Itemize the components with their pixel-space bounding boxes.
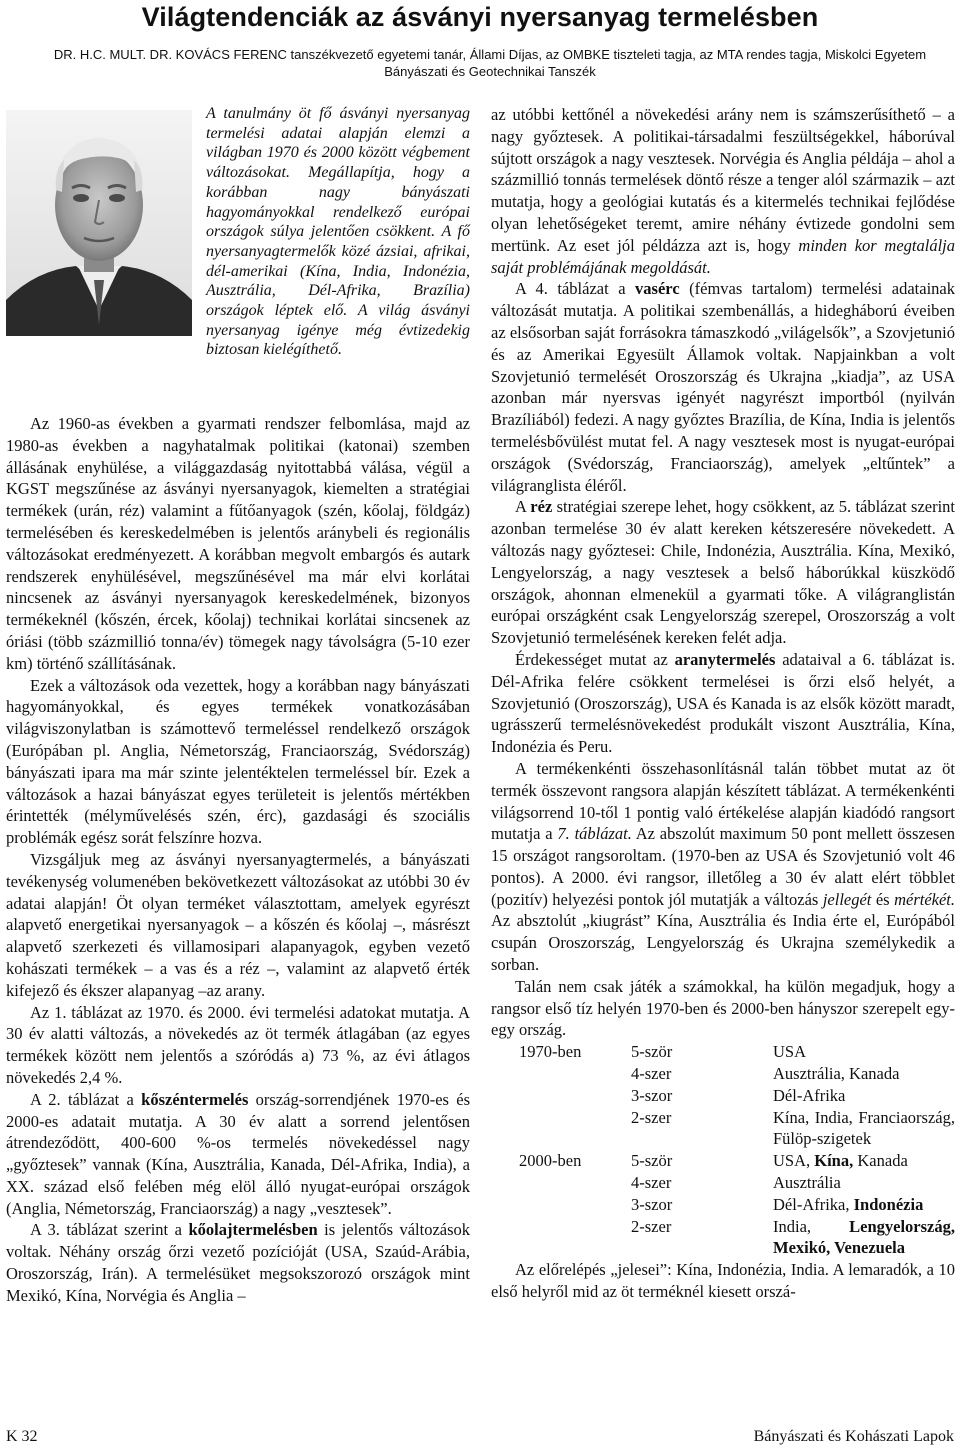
text-run: stratégiai szerepe lehet, hogy csökkent, az 5. táblázat szerint azonban termelése 30 év alatt kereken kétszeresére növekedett. A változás nagy győztesei: Chile, Indonézia, Ausztrália. Kína, Mexikó, Lengyelország, a nagy vesztesek a belső háborúkkal küszködő országok, ahonnan elmenekül a gyarmati tőke. A világranglistán európai országként csak Lengyelország szerepel, Oroszország a volt Szovjetunió termelésének kereken felét adja.: [491, 497, 956, 648]
year-label: [491, 1107, 631, 1151]
emphasis-text: jellegét: [822, 889, 872, 909]
article-title: Világtendenciák az ásványi nyersanyag termelésben: [141, 2, 819, 32]
text-run: A termékenkénti összehasonlításnál talán többet mutat az öt termék összevont rangsora alapján készített táblázat. A termékenkénti világsorrend 10-től 1 pontig való értékelése alapján kiadódó rangsort mutatja a: [491, 758, 955, 844]
author-line: DR. H.C. MULT. DR. KOVÁCS FERENC tanszékvezető egyetemi tanár, Állami Díjas, az OMBKE tiszteleti tagja, az MTA rendes tagja, Miskolci Egyetem Bányászati és Geotechnikai Tanszék: [53, 47, 927, 79]
text-run: Érdekességet mutat az: [515, 649, 668, 669]
highlight-country: Indonézia: [853, 1194, 924, 1214]
year-label: [491, 1194, 631, 1216]
text-run: adataival a 6. táblázat is. Dél-Afrika felére csökkent termelései is őrzi első helyét, a Szovjetunió (Oroszország), USA és Kanada is az elsők között maradt, ugrásszerű termelésnövekedést produkált viszont Ausztrália, Kína, Indonézia és Peru.: [491, 649, 955, 757]
text-run: is jelentős változások voltak. Néhány ország őrzi vezető pozícióját (USA, Szaúd-Arábia, Oroszország, Irán). A termelésüket megsokszorozó országok mint Mexikó, Kína, Norvégia és Anglia –: [6, 1220, 471, 1305]
page-number: K 32: [6, 1428, 38, 1445]
right-column: [491, 104, 955, 1303]
highlight-country: Kína,: [814, 1151, 854, 1171]
right-paragraph-4: [491, 649, 955, 758]
table-row: [491, 1172, 955, 1194]
journal-name: Bányászati és Kohászati Lapok: [753, 1428, 954, 1445]
right-paragraph-6: Talán nem csak játék a számokkal, ha külön megadjuk, hogy a rangsor első tíz helyén 1970-ben és 2000-ben hányszor szerepelt egy-egy ország.: [491, 976, 955, 1040]
table-row: [491, 1085, 955, 1107]
table-row: [491, 1063, 955, 1085]
text-run: USA,: [773, 1151, 811, 1171]
right-paragraph-1: [491, 104, 955, 278]
keyword-copper: réz: [530, 497, 553, 517]
emphasis-text: 7. táblázat.: [557, 824, 632, 844]
text-run: és: [875, 889, 890, 909]
text-run: Ausztrália: [773, 1173, 841, 1193]
keyword-oil: kőolajtermelésben: [188, 1220, 318, 1240]
keyword-iron-ore: vasérc: [635, 279, 680, 299]
left-paragraph-3: Vizsgáljuk meg az ásványi nyersanyagtermelés, a bányászati tevékenység volumenében bekövetkezett változásokat az utóbbi 30 év adatai alapján! Öt olyan terméket választottam, amelyek egyrészt alapvető energetikai nyersanyagok – a kőszén és kőolaj –, másrészt alapvető szerkezeti és villamosipari alapanyagok, egyben vezető kohászati termékek – a vas és a réz –, valamint az alapvető érték kifejező és ékszer alapanyag –az arany.: [6, 849, 470, 1000]
left-paragraph-5: [6, 1089, 470, 1220]
right-paragraph-5: [491, 758, 955, 976]
year-label: [491, 1216, 631, 1260]
text-run: Az absztolút „kiugrást” Kína, Ausztrália és India érte el, Európából csupán Oroszország, Lengyelország és Ukrajna személykedik a sorban.: [491, 911, 955, 975]
times-cell: 3-szor: [631, 1085, 673, 1105]
table-row: [491, 1150, 955, 1172]
ranking-table: [491, 1041, 955, 1259]
text-run: A 2. táblázat a: [30, 1089, 134, 1109]
emphasis-text: mértékét.: [894, 889, 956, 909]
year-label: [491, 1085, 631, 1107]
times-cell: 2-szer: [631, 1107, 672, 1127]
right-paragraph-3: [491, 496, 955, 649]
author-portrait-image: [6, 110, 192, 336]
table-row: [491, 1107, 955, 1151]
year-label: [491, 1172, 631, 1194]
times-cell: 4-szer: [631, 1173, 672, 1193]
table-row: [491, 1041, 955, 1063]
left-paragraph-6: [6, 1219, 470, 1306]
times-cell: 2-szer: [631, 1216, 672, 1236]
table-row: [491, 1194, 955, 1216]
times-cell: 3-szor: [631, 1194, 673, 1214]
year-label: 2000-ben: [519, 1151, 582, 1171]
author-photo: [6, 110, 192, 336]
abstract: [206, 104, 470, 360]
text-run: Kanada: [857, 1151, 908, 1171]
left-paragraph-4: Az 1. táblázat az 1970. és 2000. évi termelési adatokat mutatja. A 30 év alatti változás, a növekedés az öt termék átlagában (az egyes termékek között nem jelentős a szóródás a) 73 %, az évi átlagos növekedés 2,4 %.: [6, 1002, 470, 1087]
abstract-text: A tanulmány öt fő ásványi nyersanyag termelési adatai alapján elemzi a világban 1970 és 2000 között végbement változásokat. Megállapítja, hogy a korábban nagy bányászati hagyományokkal rendelkező európai országok súlya jelentően csökkent. A fő nyersanyagtermelők közé ázsiai, afrikai, dél-amerikai (Kína, India, Indonézia, Ausztrália, Dél-Afrika, Brazília) országok léptek elő. A világ ásványi nyersanyag igénye még évtizedekig biztosan kielégíthető.: [206, 105, 470, 359]
text-run: A: [515, 497, 527, 517]
right-paragraph-7: Az előrelépés „jelesei”: Kína, Indonézia, India. A lemaradók, a 10 első helyről mid az öt terméknél kiesett orszá-: [491, 1260, 955, 1302]
countries-cell: Ausztrália, Kanada: [773, 1064, 900, 1084]
keyword-coal: kőszéntermelés: [141, 1089, 249, 1109]
text-run: ország-sorrendjének 1970-es és 2000-es adatait mutatja. A 30 év alatt a sorrend jelentősen átrendeződött, 400-600 %-os termelés növekedéssel nagy „győztesek” vannak (Kína, Ausztrália, Kanada, Dél-Afrika, India), a XX. század első felében még elöl álló nyugat-európai országok (Anglia, Németország, Franciaország) a nagy „vesztesek”.: [6, 1089, 470, 1218]
text-run: Az abszolút maximum 50 pont mellett összesen 15 országot rangsoroltam. (1970-ben az USA és Szovjetunió volt 46 pontos). A 2000. évi rangsor, illetőleg a 30 év alatt elért többlet (pozitív) helyezési pontok jól mutatják a változás: [491, 824, 956, 909]
left-paragraph-2: Ezek a változások oda vezettek, hogy a korábban nagy bányászati hagyományokkal, és egyes termékek vonatkozásában világviszonylatban is számottevő termeléssel rendelkező országok (Európában pl. Anglia, Németország, Franciaország, Svédország) bányászati ipara ma már szinte jelentéktelen termeléssel bír. Ezek a változások a hazai bányászat egyes területeit is jelentős mértékben érintették (mélyművelésés szén, érc), gazdasági és szociális problémák egész sorát felszínre hozva.: [6, 675, 470, 848]
countries-cell: Dél-Afrika: [773, 1085, 846, 1105]
countries-cell: USA: [773, 1042, 807, 1062]
highlight-country: Lengyelország, Mexikó, Venezuela: [773, 1216, 955, 1258]
right-paragraph-2: [491, 278, 955, 496]
left-column: [6, 413, 470, 1307]
text-run: az utóbbi kettőnél a növekedési arány nem is számszerűsíthető – a nagy győztesek. A politikai-társadalmi feszültségekkel, háborúval sújtott országok a nagy vesztesek. Norvégia és Anglia példája – ahol a százmillió tonnás termelések döntő része a tenger alól származik – azt mutatja, hogy a geológiai kutatás és a kitermelés technikai fejlődése olyan lehetőségeket teremt, amire néhány évtizede gondolni sem mertünk. Az eset jól példázza azt is, hogy: [491, 105, 955, 255]
countries-cell: [773, 1194, 955, 1216]
year-label: [491, 1063, 631, 1085]
countries-cell: [773, 1172, 955, 1194]
times-cell: 4-szer: [631, 1064, 672, 1084]
times-cell: 5-ször: [631, 1042, 673, 1062]
countries-cell: [773, 1216, 955, 1260]
year-label: 1970-ben: [519, 1042, 582, 1062]
text-run: A 3. táblázat szerint a: [30, 1220, 182, 1240]
text-run: (fémvas tartalom) termelési adatainak változását mutatja. A politikai szembenállás, a hidegháború éveiben az elsősorban saját forrásokra támaszkodó „világelsők”, a Szovjetunió és az Amerikai Egyesült Államok voltak. Napjainkban a volt Szovjetunió termelését Oroszország és Ukrajna „kiadja”, az USA azonban már nyersvas igényét nagyrészt importból (nyilván Brazíliából) fedezi. A nagy győztes Brazília, de Kína, India is jelentős termelésbővülést mutat fel. A nagy vesztesek most is nyugat-európai országok (Svédország, Franciaország), amelyek „eltűntek” a világranglista éléről.: [491, 279, 955, 495]
countries-cell: [773, 1150, 955, 1172]
left-paragraph-1: Az 1960-as években a gyarmati rendszer felbomlása, majd az 1980-as években a nagyhatalmak politikai (katonai) szemben állásának enyhülése, a világgazdaság nyitottabbá válása, végül a KGST megszűnése az ásványi nyersanyagok, kiemelten a stratégiai termékek (urán, réz) valamint a fűtőanyagok (szén, kőolaj, földgáz) termelésében és kereskedelmében is jelentős aránybeli és regionális változásokat eredményezett. A korábban megvolt embargós és autark rendszerek enyhülésével, megszűnésével ma már elvi korlátai nincsenek az ásványi nyersanyagok kereskedelmének, bizonyos termékeknél (kőszén, ércek, kőolaj) technikai korlátai sincsenek az óriási (több százmillió tonna/év) tömegek nagy távolságra (5-10 ezer km) történő szállításának.: [6, 414, 470, 673]
text-run: India,: [773, 1216, 812, 1236]
table-row: [491, 1216, 955, 1260]
text-run: A 4. táblázat a: [515, 279, 626, 299]
countries-cell: Kína, India, Franciaország, Fülöp-szigetek: [773, 1107, 955, 1149]
emphasis-text: minden kor megtalálja saját problémájának megoldását.: [491, 235, 956, 277]
times-cell: 5-ször: [631, 1151, 673, 1171]
keyword-gold: aranytermelés: [674, 649, 776, 669]
text-run: Dél-Afrika,: [773, 1194, 850, 1214]
